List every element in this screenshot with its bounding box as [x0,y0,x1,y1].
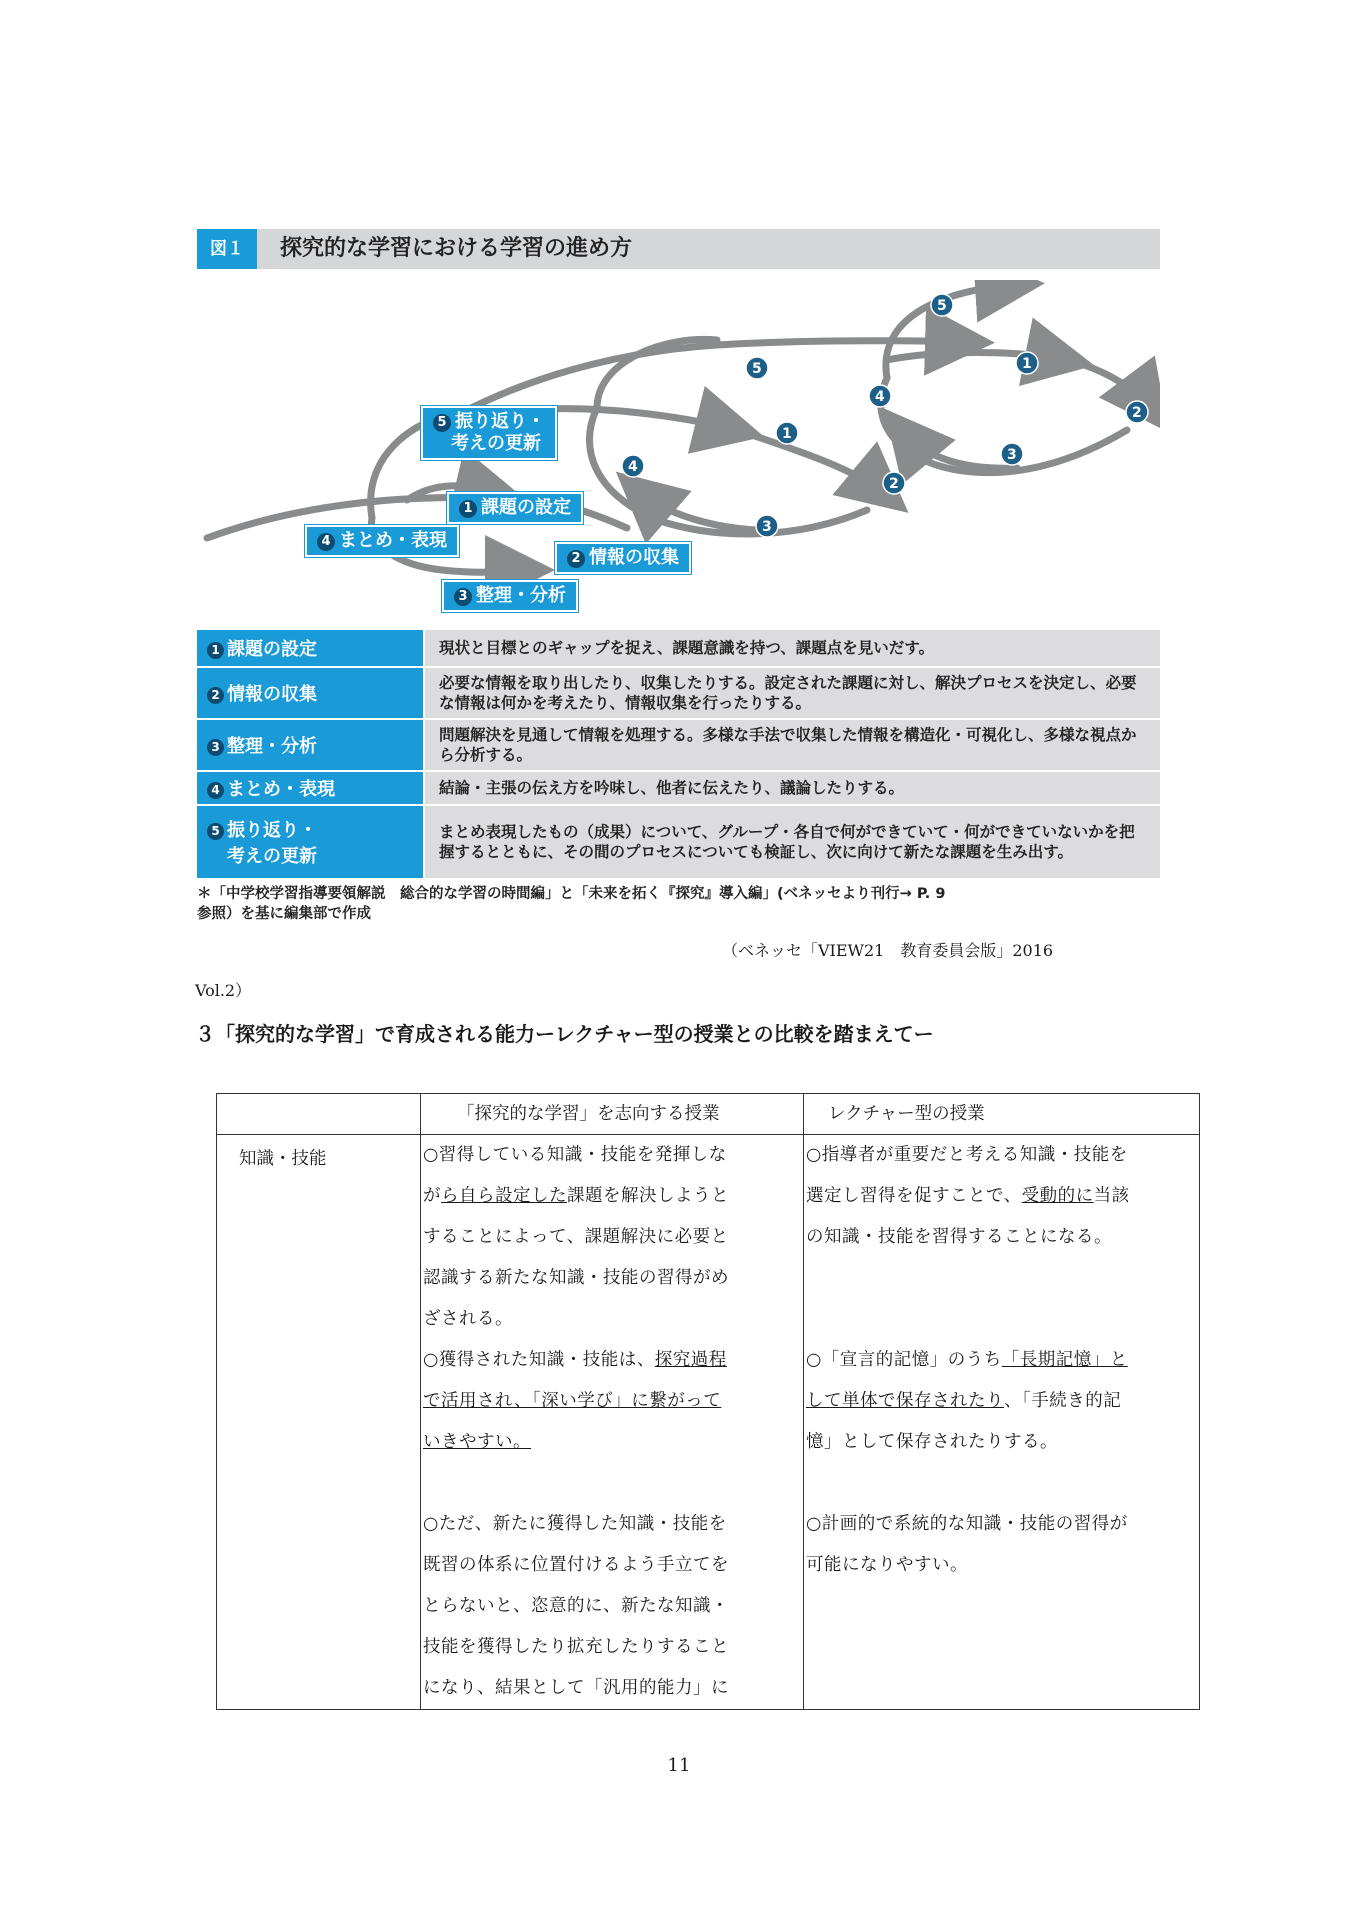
step-row [197,771,1160,805]
header-lecture: レクチャー型の授業 [804,1094,1200,1135]
section-title: ３「探究的な学習」で育成される能力ーレクチャー型の授業との比較を踏まえてー [195,1022,934,1046]
inquiry-paragraph-2: ○獲得された知識・技能は、探究過程 で活用され、「深い学び」に繋がって いきやすい。 [423,1350,727,1452]
step-row [197,719,1160,771]
svg-text:3: 3 [1007,447,1017,463]
lecture-paragraph-2: ○「宣言的記憶」のうち「長期記憶」と して単体で保存されたり、「手続き的記 憶」として保存されたりする。 [806,1350,1128,1452]
label-reflection: 5 振り返り・ 考えの更新 [421,406,557,460]
figure-number: 図１ [197,229,257,269]
svg-text:3: 3 [762,519,772,535]
label-set-task: 1 課題の設定 [447,492,583,524]
label-collect-info: 2 情報の収集 [555,542,691,574]
comparison-table [216,1093,1200,1710]
step-name: 1 課題の設定 [197,630,424,667]
header-inquiry: 「探究的な学習」を志向する授業 [421,1094,804,1135]
svg-text:5: 5 [752,361,762,377]
svg-text:1: 1 [1022,356,1032,372]
figure-note: ＊「中学校学習指導要領解説 総合的な学習の時間編」と「未来を拓く『探究』導入編」(ベネッセより刊行→ P. 9 参照）を基に編集部で作成 [197,886,946,922]
page-number: 11 [667,1755,691,1776]
lecture-cell [804,1135,1200,1710]
svg-text:5: 5 [937,298,947,314]
inquiry-cycle-diagram [197,280,1160,620]
svg-text:1: 1 [782,426,792,442]
step-row [197,667,1160,719]
svg-text:2: 2 [889,476,899,492]
svg-text:2: 2 [1132,405,1142,421]
label-summarize-express: 4 まとめ・表現 [305,525,459,557]
step-name: 3 整理・分析 [197,719,424,771]
step-name: 4 まとめ・表現 [197,771,424,805]
inquiry-cell [421,1135,804,1710]
step-name: 5 振り返り・ 考えの更新 [197,805,424,879]
label-organize-analyze: 3 整理・分析 [442,580,578,612]
row-label: 知識・技能 [217,1135,421,1710]
step-desc: 現状と目標とのギャップを捉え、課題意識を持つ、課題点を見いだす。 [424,630,1160,667]
figure-header [197,229,1160,269]
step-desc: 結論・主張の伝え方を吟味し、他者に伝えたり、議論したりする。 [424,771,1160,805]
step-desc: まとめ表現したもの（成果）について、グループ・各自で何ができていて・何ができていないかを把握するとともに、その間のプロセスについても検証し、次に向けて新たな課題を生み出す。 [424,805,1160,879]
lecture-paragraph-3: ○計画的で系統的な知識・技能の習得が 可能になりやすい。 [806,1514,1128,1575]
figure-title: 探究的な学習における学習の進め方 [280,236,633,261]
inquiry-paragraph-3: ○ただ、新たに獲得した知識・技能を 既習の体系に位置付けるよう手立てを とらないと、恣意的に、新たな知識・ 技能を獲得したり拡充したりすること になり、結果として「汎用的能力」に [423,1514,729,1698]
steps-table [197,630,1160,880]
step-row [197,805,1160,879]
svg-text:4: 4 [628,459,638,475]
svg-text:4: 4 [875,389,885,405]
source-volume: Vol.2） [195,981,252,1000]
step-name: 2 情報の収集 [197,667,424,719]
step-row [197,630,1160,667]
lecture-paragraph-1: ○指導者が重要だと考える知識・技能を 選定し習得を促すことで、受動的に当該 の知識・技能を習得することになる。 [806,1145,1130,1247]
source-citation: （ベネッセ「VIEW21 教育委員会版」2016 [722,941,1054,960]
header-empty [217,1094,421,1135]
step-desc: 必要な情報を取り出したり、収集したりする。設定された課題に対し、解決プロセスを決定し、必要な情報は何かを考えたり、情報収集を行ったりする。 [424,667,1160,719]
comparison-row-knowledge [217,1135,1200,1710]
step-desc: 問題解決を見通して情報を処理する。多様な手法で収集した情報を構造化・可視化し、多様な視点から分析する。 [424,719,1160,771]
inquiry-paragraph-1: ○習得している知識・技能を発揮しな がら自ら設定した課題を解決しようと することによって、課題解決に必要と 認識する新たな知識・技能の習得がめ ざされる。 [423,1145,729,1329]
comparison-header-row [217,1094,1200,1135]
